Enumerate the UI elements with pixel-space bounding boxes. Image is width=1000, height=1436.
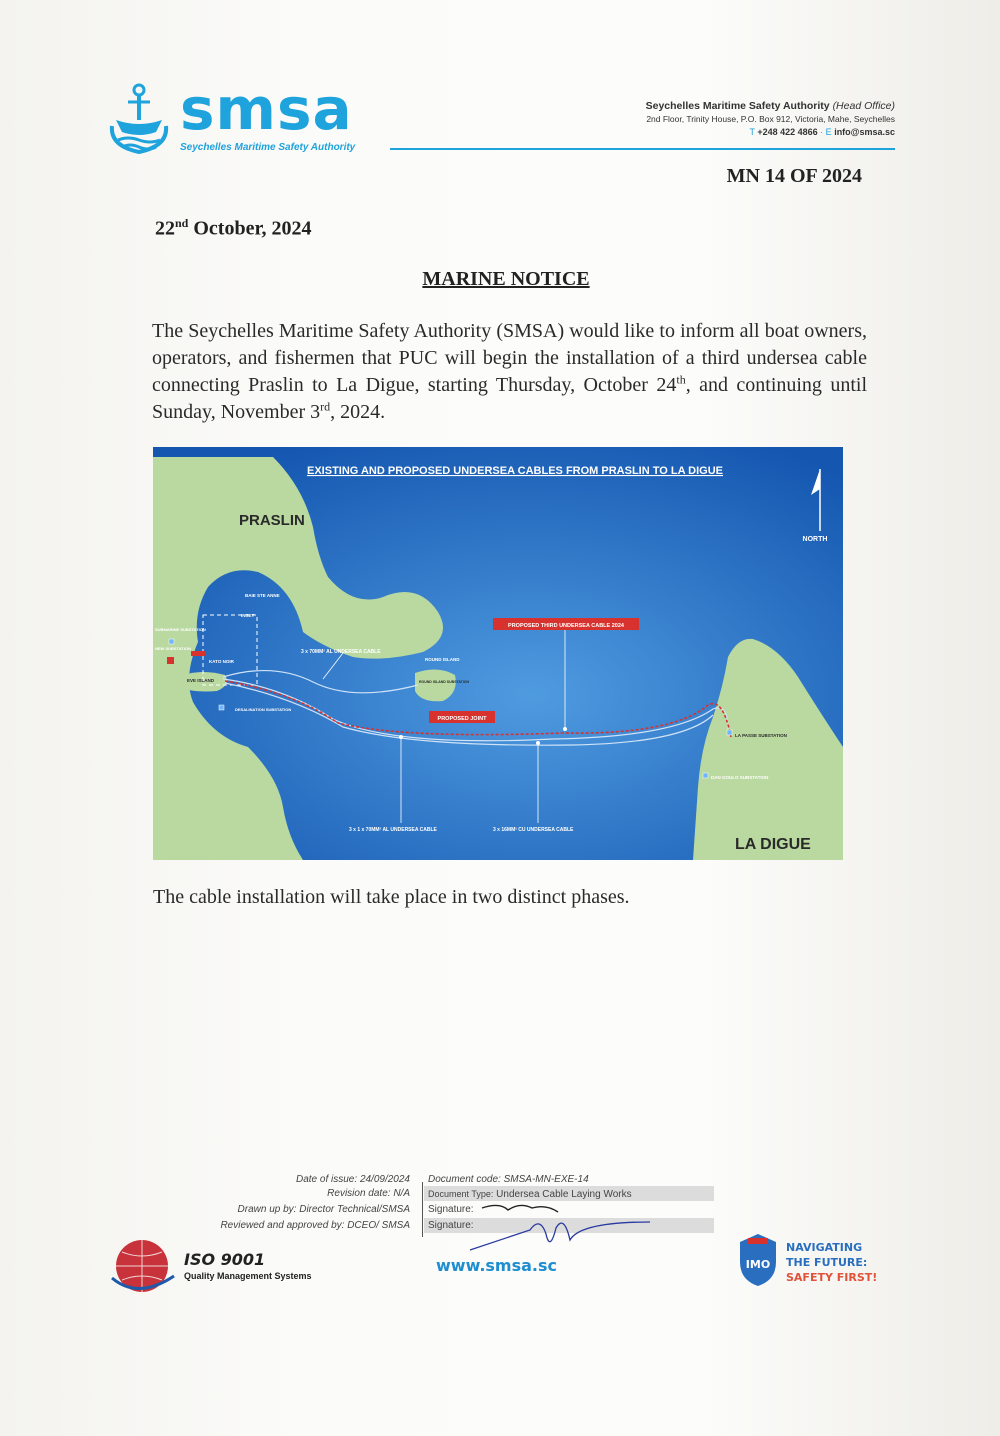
iso-title: ISO 9001 — [184, 1250, 266, 1269]
label-existing-cable-1: 3 x 70MM² AL UNDERSEA CABLE — [301, 649, 381, 655]
imo-campaign-badge — [736, 1232, 896, 1292]
cable-route-map — [153, 447, 843, 860]
joint-point — [399, 735, 403, 739]
anchor-ship-icon — [108, 80, 170, 158]
label-existing-cable-2: 3 x 1 x 70MM² AL UNDERSEA CABLE — [349, 827, 437, 833]
logo-subtitle: Seychelles Maritime Safety Authority — [180, 142, 356, 153]
dan-goulo-marker — [703, 773, 708, 778]
la-passe-marker — [727, 730, 732, 735]
label-round-island: ROUND ISLAND — [425, 657, 460, 662]
map-title: EXISTING AND PROPOSED UNDERSEA CABLES FROM PRASLIN TO LA DIGUE — [307, 465, 723, 477]
label-new-substation: NEW SUBSTATION — [155, 646, 191, 651]
joint-point — [536, 741, 540, 745]
imo-shield-icon — [736, 1232, 780, 1288]
date-of-issue: 24/09/2024 — [359, 1174, 410, 1185]
document-page: smsa Seychelles Maritime Safety Authority Seychelles Maritime Safety Authority (Head Office) 2nd Floor, Trinity House, P.O. Box 912, Victoria, Mahe, Seychelles T +248 422 4866 · E info@smsa.sc MN 14 OF 2024 22nd October, 2024 MARINE NOTICE The Seychelles Maritime Safety Authority (SMSA) would like to inform all boat owners, operators, and fishermen that PUC will begin the installation of a third undersea cable connecting Praslin to La Digue, starting Thursday, October 24th, and continuing until Sunday, November 3rd, 2024. EXISTING AND PROPOSED UNDERSEA CABLES FROM PRASLIN TO LA DIGUE PRASLIN LA DIGUE NORTH BAIE STE ANNE INSET SUBMARINE SUBSTATION NEW SUBSTATION KATO NOIR EVE ISLAND DESALINATION SUBSTATION ROUND ISLAND ROUND ISLAND SUBSTATION 3 x 70MM² AL UNDERSEA CABLE 3 x 1 x 70MM² AL UNDERSEA CABLE 3 x 16MM² CU UNDERSEA CABLE PROPOSED THIRD UNDERSEA CABLE 2024 PROPOSED JOINT LA PASSE SUBSTATION DAN GOULO SUBSTATION The cable installation will take place in two distinct phases. Date of issue: 24/09/2024 Document code: SMSA-MN-EXE-14 Revision date: N/A Document Type: Undersea Cable Laying Works Drawn up by: Director Technical/SMSA Signature: Reviewed and approved by: DCEO/ SMSA Signature: ISO 9001 Quality Management Systems www.smsa.sc IMO NAVIGATING THE FUTURE: SAFETY FIRST! — [0, 0, 1000, 1436]
revision-date: N/A — [393, 1188, 410, 1199]
label-existing-cable-3: 3 x 16MM² CU UNDERSEA CABLE — [493, 827, 574, 833]
signature-label-2: Signature: — [428, 1220, 474, 1231]
label-kato-noir: KATO NOIR — [209, 659, 234, 664]
smsa-logo — [108, 75, 378, 160]
desalination-marker — [219, 705, 224, 710]
globe-icon — [108, 1236, 178, 1300]
label-praslin: PRASLIN — [239, 512, 305, 529]
header-divider — [390, 148, 895, 150]
new-substation-marker — [167, 657, 174, 664]
label-inset: INSET — [241, 613, 255, 618]
signature-scribble — [460, 1200, 660, 1260]
notice-title: MARINE NOTICE — [422, 268, 590, 290]
phone-number: +248 422 4866 — [757, 127, 818, 137]
document-code: SMSA-MN-EXE-14 — [503, 1174, 589, 1185]
label-round-island-substation: ROUND ISLAND SUBSTATION — [419, 680, 470, 684]
kato-noir-marker — [191, 651, 205, 656]
label-submarine-substation: SUBMARINE SUBSTATION — [155, 627, 206, 632]
label-proposed-cable: PROPOSED THIRD UNDERSEA CABLE 2024 — [508, 623, 624, 629]
label-baie-ste-anne: BAIE STE ANNE — [245, 593, 280, 598]
imo-badge-text: IMO — [745, 1258, 771, 1271]
notice-paragraph: The Seychelles Maritime Safety Authority (SMSA) would like to inform all boat owners, operators, and fishermen that PUC will begin the installation of a third undersea cable connecting Praslin to La Digue, starting Thursday, October 24th, and continuing until Sunday, November 3rd, 2024. — [152, 320, 868, 423]
phases-sentence: The cable installation will take place in two distinct phases. — [153, 886, 630, 908]
joint-point — [563, 727, 567, 731]
logo-wordmark: smsa — [180, 75, 353, 143]
label-eve-island: EVE ISLAND — [187, 678, 215, 683]
org-name: Seychelles Maritime Safety Authority (Head Office) — [645, 100, 895, 112]
iso-badge — [108, 1236, 348, 1300]
notice-date: 22nd October, 2024 — [155, 216, 312, 240]
label-la-passe: LA PASSE SUBSTATION — [735, 733, 787, 738]
header-contact-block — [646, 100, 895, 137]
label-la-digue: LA DIGUE — [735, 836, 811, 853]
drawn-up-by: Director Technical/SMSA — [299, 1204, 410, 1215]
label-dan-goulo: DAN GOULO SUBSTATION — [711, 775, 769, 780]
label-desalination: DESALINATION SUBSTATION — [235, 707, 292, 712]
document-type: Undersea Cable Laying Works — [496, 1189, 632, 1200]
reviewed-by: DCEO/ SMSA — [347, 1220, 410, 1231]
submarine-substation-marker — [169, 639, 174, 644]
label-north: NORTH — [802, 536, 828, 543]
org-address: 2nd Floor, Trinity House, P.O. Box 912, Victoria, Mahe, Seychelles — [646, 114, 895, 124]
org-contact: T +248 422 4866 · E info@smsa.sc — [749, 127, 895, 137]
imo-slogan: NAVIGATING THE FUTURE: SAFETY FIRST! — [786, 1241, 878, 1284]
signature-label-1: Signature: — [428, 1204, 474, 1215]
notice-number: MN 14 OF 2024 — [726, 165, 862, 187]
email-address: info@smsa.sc — [834, 127, 895, 137]
iso-subtitle: Quality Management Systems — [184, 1271, 312, 1281]
website-link[interactable]: www.smsa.sc — [436, 1256, 557, 1275]
label-proposed-joint: PROPOSED JOINT — [437, 716, 487, 722]
